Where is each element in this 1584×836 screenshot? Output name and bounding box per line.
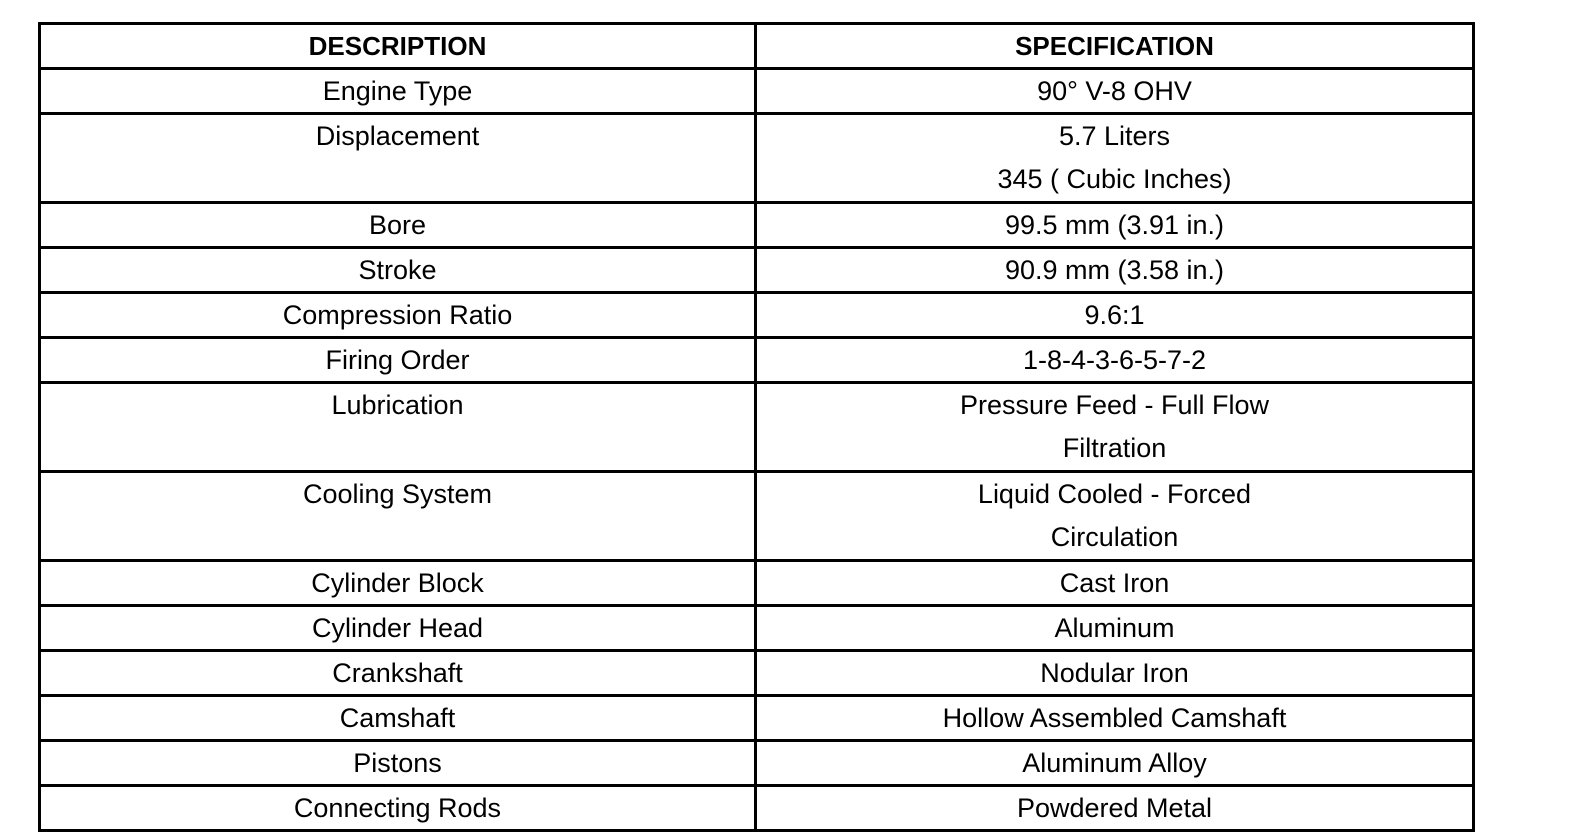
table-row (40, 741, 1474, 786)
table-row (40, 651, 1474, 696)
specification-line: 99.5 mm (3.91 in.) (1004, 210, 1225, 240)
specification-cell (756, 203, 1474, 248)
description-cell: Connecting Rods (40, 786, 756, 831)
table-row (40, 696, 1474, 741)
description-cell: Cylinder Block (40, 561, 756, 606)
table-row (40, 338, 1474, 383)
specification-line: 5.7 Liters (1058, 121, 1171, 151)
table-row (40, 383, 1474, 472)
description-cell: Camshaft (40, 696, 756, 741)
description-cell: Stroke (40, 248, 756, 293)
specification-line: 9.6:1 (1084, 300, 1145, 330)
specification-line: Liquid Cooled - Forced (977, 479, 1252, 509)
description-column-header: DESCRIPTION (40, 24, 756, 69)
table-body (40, 69, 1474, 831)
specification-cell (756, 114, 1474, 203)
specification-cell (756, 561, 1474, 606)
specification-line: 90° V-8 OHV (1037, 76, 1192, 106)
description-cell: Compression Ratio (40, 293, 756, 338)
specification-cell (756, 472, 1474, 561)
engine-spec-table (38, 22, 1475, 832)
specification-line: Filtration (1062, 433, 1167, 463)
table-row (40, 203, 1474, 248)
description-cell: Cooling System (40, 472, 756, 561)
table-row (40, 248, 1474, 293)
description-cell: Displacement (40, 114, 756, 203)
specification-cell (756, 696, 1474, 741)
table-row (40, 606, 1474, 651)
specification-line: Nodular Iron (1040, 658, 1189, 688)
table-row (40, 786, 1474, 831)
specification-line: Circulation (1050, 522, 1179, 552)
specification-line: Powdered Metal (1016, 793, 1213, 823)
description-cell: Bore (40, 203, 756, 248)
specification-column-header: SPECIFICATION (756, 24, 1474, 69)
table-header (40, 24, 1474, 69)
specification-cell (756, 383, 1474, 472)
table-row (40, 472, 1474, 561)
table-row (40, 293, 1474, 338)
specification-line: 90.9 mm (3.58 in.) (1004, 255, 1225, 285)
specification-cell (756, 651, 1474, 696)
specification-cell (756, 786, 1474, 831)
specification-line: 345 ( Cubic Inches) (997, 164, 1232, 194)
specification-cell (756, 69, 1474, 114)
description-cell: Cylinder Head (40, 606, 756, 651)
table-row (40, 561, 1474, 606)
specification-cell (756, 606, 1474, 651)
specification-line: Cast Iron (1059, 568, 1170, 598)
specification-line: Aluminum Alloy (1022, 748, 1207, 778)
description-cell: Lubrication (40, 383, 756, 472)
specification-line: 1-8-4-3-6-5-7-2 (1022, 345, 1207, 375)
specification-line: Aluminum (1054, 613, 1175, 643)
specification-line: Pressure Feed - Full Flow (959, 390, 1270, 420)
specification-cell (756, 293, 1474, 338)
table-row (40, 69, 1474, 114)
specification-line: Hollow Assembled Camshaft (942, 703, 1287, 733)
specification-cell (756, 338, 1474, 383)
description-cell: Pistons (40, 741, 756, 786)
header-row (40, 24, 1474, 69)
specification-cell (756, 248, 1474, 293)
specification-cell (756, 741, 1474, 786)
description-cell: Crankshaft (40, 651, 756, 696)
description-cell: Firing Order (40, 338, 756, 383)
table-row (40, 114, 1474, 203)
description-cell: Engine Type (40, 69, 756, 114)
